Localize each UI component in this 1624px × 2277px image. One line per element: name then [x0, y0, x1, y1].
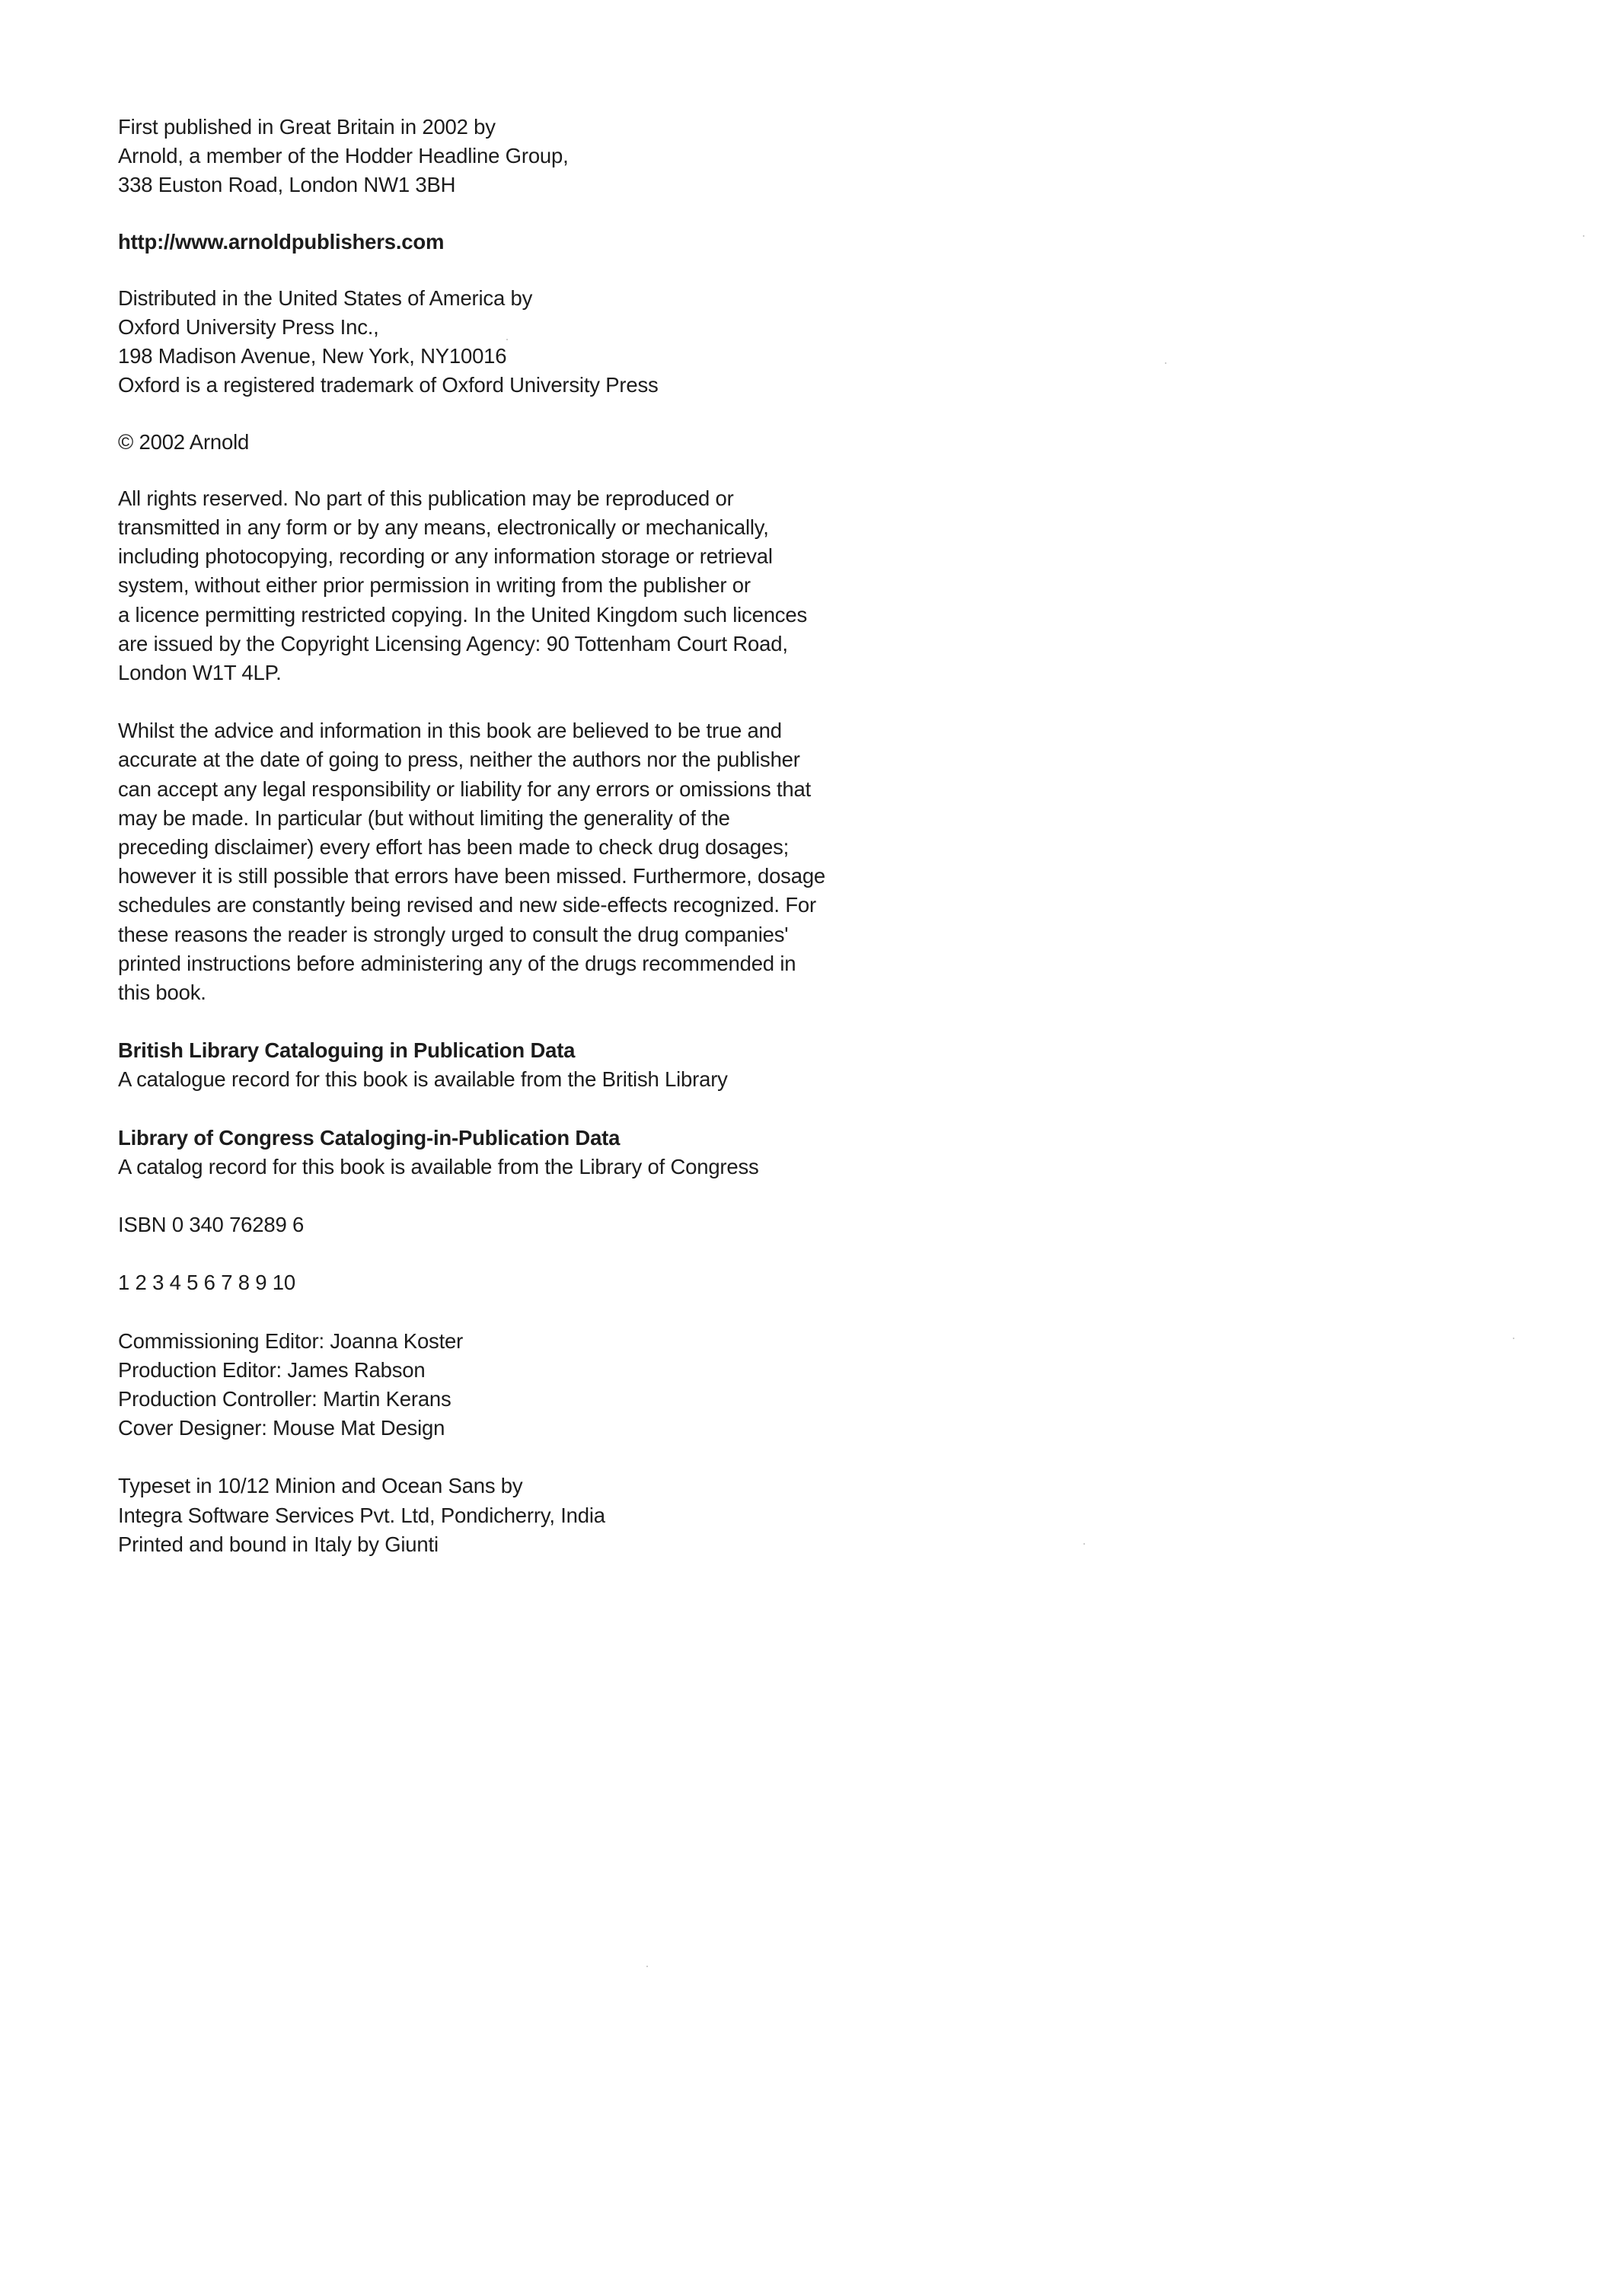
publisher-website: http://www.arnoldpublishers.com: [118, 229, 445, 254]
credit-line: Production Controller: Martin Kerans: [118, 1386, 451, 1411]
disclaimer-line: this book.: [118, 981, 206, 1005]
scan-speck: [1513, 1338, 1514, 1339]
scan-speck: [646, 1966, 648, 1967]
british-library-text: A catalogue record for this book is available from the British Library: [118, 1067, 728, 1092]
disclaimer-block: [118, 716, 956, 1007]
distributor-block: [118, 284, 956, 400]
rights-line: including photocopying, recording or any information storage or retrieval: [118, 544, 773, 569]
credit-line: Commissioning Editor: Joanna Koster: [118, 1328, 464, 1353]
british-library-block: [118, 1036, 956, 1094]
distributor-line: Oxford is a registered trademark of Oxford University Press: [118, 373, 659, 397]
disclaimer-line: Whilst the advice and information in this book are believed to be true and: [118, 719, 782, 743]
publisher-line: First published in Great Britain in 2002 by: [118, 115, 496, 139]
disclaimer-line: can accept any legal responsibility or liability for any errors or omissions that: [118, 777, 812, 801]
distributor-line: Distributed in the United States of America by: [118, 285, 533, 310]
disclaimer-line: however it is still possible that errors have been missed. Furthermore, dosage: [118, 864, 826, 888]
publisher-line: Arnold, a member of the Hodder Headline Group,: [118, 144, 569, 168]
library-of-congress-text: A catalog record for this book is available from the Library of Congress: [118, 1154, 759, 1178]
isbn-block: [118, 1210, 956, 1239]
library-of-congress-block: [118, 1124, 956, 1182]
rights-line: are issued by the Copyright Licensing Agency: 90 Tottenham Court Road,: [118, 631, 788, 655]
production-block: [118, 1472, 956, 1559]
rights-line: a licence permitting restricted copying. In the United Kingdom such licences: [118, 602, 807, 627]
credits-block: [118, 1327, 956, 1443]
website-block: [118, 228, 956, 257]
disclaimer-line: schedules are constantly being revised and new side-effects recognized. For: [118, 893, 816, 917]
print-line-block: [118, 1268, 956, 1297]
production-line: Integra Software Services Pvt. Ltd, Pondicherry, India: [118, 1503, 605, 1527]
production-line: Printed and bound in Italy by Giunti: [118, 1532, 439, 1556]
scan-speck: [1583, 235, 1584, 237]
credit-line: Production Editor: James Rabson: [118, 1357, 426, 1382]
copyright-block: [118, 428, 956, 457]
publisher-line: 338 Euston Road, London NW1 3BH: [118, 173, 456, 197]
rights-line: transmitted in any form or by any means, electronically or mechanically,: [118, 515, 769, 540]
copyright-notice: © 2002 Arnold: [118, 429, 250, 454]
publisher-block: [118, 113, 956, 200]
disclaimer-line: may be made. In particular (but without limiting the generality of the: [118, 805, 730, 830]
library-of-congress-heading: Library of Congress Cataloging-in-Publication Data: [118, 1125, 621, 1150]
disclaimer-line: preceding disclaimer) every effort has been made to check drug dosages;: [118, 835, 790, 859]
distributor-line: 198 Madison Avenue, New York, NY10016: [118, 344, 507, 368]
disclaimer-line: printed instructions before administering any of the drugs recommended in: [118, 951, 796, 975]
production-line: Typeset in 10/12 Minion and Ocean Sans by: [118, 1474, 523, 1498]
imprint-text-column: [118, 113, 956, 1559]
distributor-line: Oxford University Press Inc.,: [118, 315, 379, 340]
disclaimer-line: accurate at the date of going to press, neither the authors nor the publisher: [118, 748, 800, 772]
scan-speck: [1165, 362, 1166, 364]
scan-speck: [1083, 1543, 1085, 1545]
scan-speck: [506, 339, 508, 340]
print-line: 1 2 3 4 5 6 7 8 9 10: [118, 1271, 295, 1295]
isbn: ISBN 0 340 76289 6: [118, 1213, 305, 1237]
british-library-heading: British Library Cataloguing in Publication Data: [118, 1038, 576, 1063]
rights-line: system, without either prior permission in writing from the publisher or: [118, 573, 751, 598]
rights-line: London W1T 4LP.: [118, 661, 282, 685]
rights-block: [118, 484, 956, 687]
credit-line: Cover Designer: Mouse Mat Design: [118, 1416, 445, 1440]
rights-line: All rights reserved. No part of this publication may be reproduced or: [118, 486, 734, 510]
disclaimer-line: these reasons the reader is strongly urged to consult the drug companies': [118, 922, 789, 946]
